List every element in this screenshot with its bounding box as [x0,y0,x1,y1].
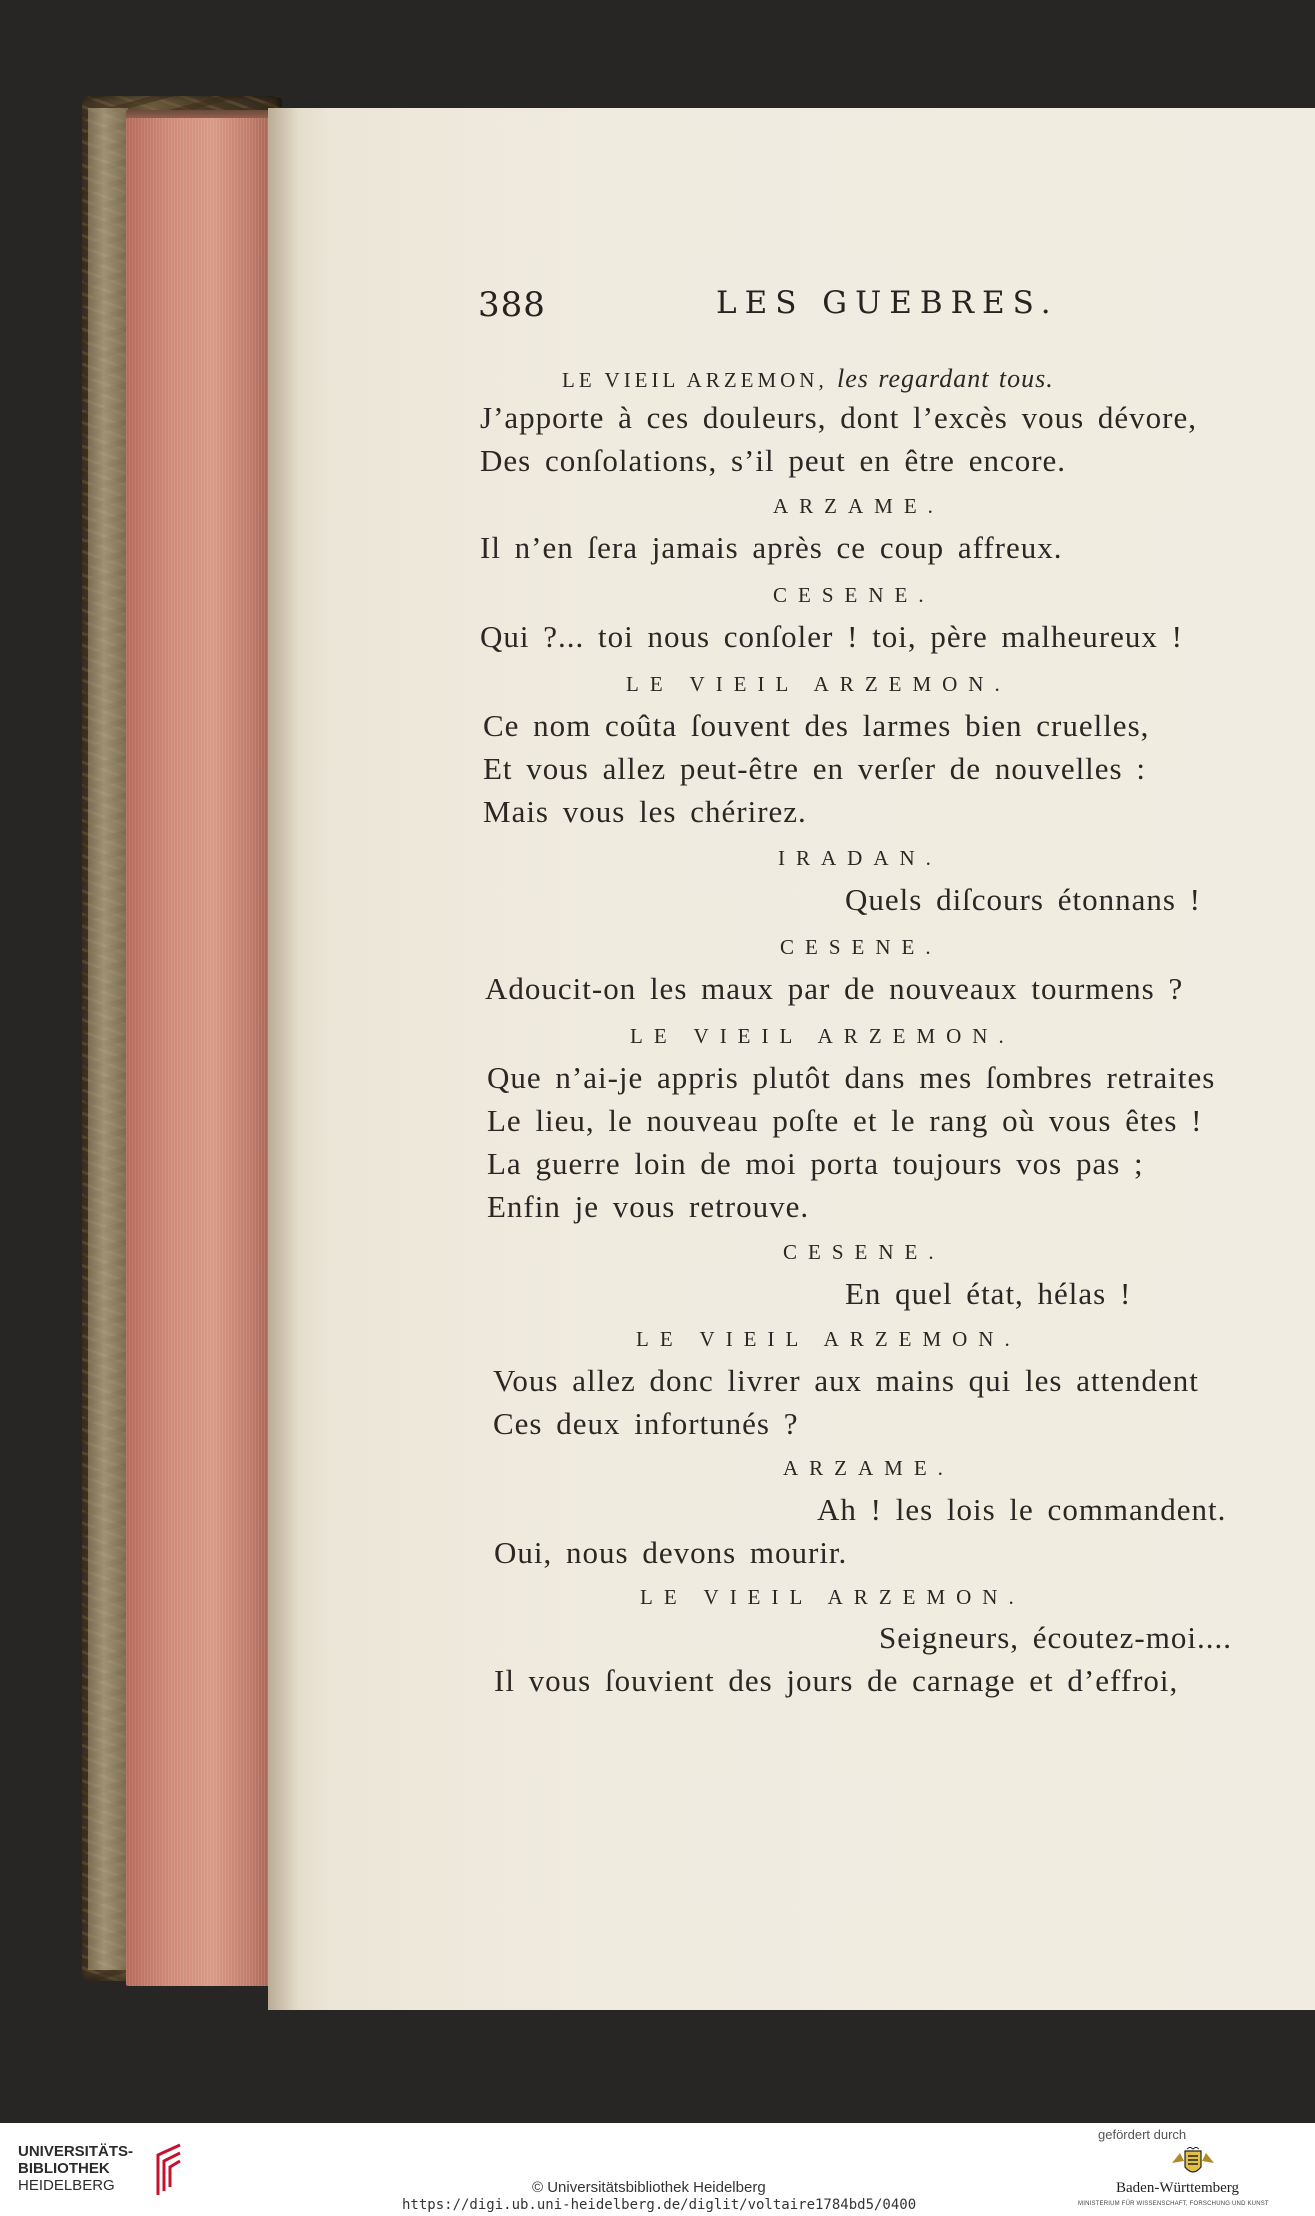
verse-line: Et vous allez peut-être en verſer de nouvelles : [483,751,1146,786]
verse-line: Que n’ai-je appris plutôt dans mes ſombres retraites [487,1060,1216,1095]
library-name-line3: HEIDELBERG [18,2177,115,2194]
funder-ministry: MINISTERIUM FÜR WISSENSCHAFT, FORSCHUNG UND KUNST [1078,2201,1269,2207]
library-name-line2: BIBLIOTHEK [18,2160,110,2177]
library-name-line1: UNIVERSITÄTS- [18,2143,134,2160]
stage-direction: les regardant tous. [836,364,1054,393]
verse-line: Enfin je vous retrouve. [487,1189,810,1224]
verse-line: Mais vous les chérirez. [483,794,807,829]
speaker-label: LE VIEIL ARZEMON. [630,1024,1015,1048]
page-number: 388 [478,285,546,325]
funded-by-label: gefördert durch [1098,2127,1187,2142]
verse-line: Des conſolations, s’il peut en être encore. [480,443,1067,478]
verse-line: Quels diſcours étonnans ! [845,882,1201,917]
library-emblem-icon [150,2141,184,2199]
copyright-notice: © Universitätsbibliothek Heidelberg [532,2179,766,2196]
verse-line: Ce nom coûta ſouvent des larmes bien cruelles, [483,708,1150,743]
speaker-label: LE VIEIL ARZEMON. [640,1585,1025,1609]
permalink[interactable]: https://digi.ub.uni-heidelberg.de/diglit/voltaire1784bd5/0400 [402,2197,917,2213]
verse-line: Il n’en ſera jamais après ce coup affreux. [480,530,1063,565]
red-fore-edge [126,118,270,1986]
verse-line: Seigneurs, écoutez-moi.... [879,1620,1232,1655]
verse-line: Vous allez donc livrer aux mains qui les attendent [493,1363,1199,1398]
verse-line: Qui ?... toi nous conſoler ! toi, père malheureux ! [480,619,1183,654]
verse-line: Adoucit-on les maux par de nouveaux tourmens ? [485,971,1184,1006]
speaker-label: CESENE. [773,583,935,607]
speaker-label: LE VIEIL ARZEMON. [626,672,1011,696]
speaker-label: CESENE. [783,1240,945,1264]
verse-line: En quel état, hélas ! [845,1276,1132,1311]
verse-line: La guerre loin de moi porta toujours vos pas ; [487,1146,1144,1181]
speaker-label: ARZAME. [773,494,944,518]
state-crest-icon [1170,2147,1216,2179]
verse-line: Ah ! les lois le commandent. [817,1492,1227,1527]
verse-line: Ces deux infortunés ? [493,1406,799,1441]
running-head: LES GUEBRES. [716,285,1059,321]
speaker-label: ARZAME. [783,1456,954,1480]
footer-bar [0,2123,1315,2216]
speaker-label [562,364,1054,394]
speaker-name: LE VIEIL ARZEMON, [562,368,828,392]
speaker-label: LE VIEIL ARZEMON. [636,1327,1021,1351]
funder-name: Baden-Württemberg [1116,2180,1240,2196]
library-logo[interactable] [18,2143,133,2194]
gutter-shadow [268,108,298,2010]
speaker-label: IRADAN. [778,846,942,870]
verse-line: Il vous ſouvient des jours de carnage et d’effroi, [494,1663,1179,1698]
speaker-label: CESENE. [780,935,942,959]
verse-line: J’apporte à ces douleurs, dont l’excès vous dévore, [480,400,1197,435]
verse-line: Le lieu, le nouveau poſte et le rang où vous êtes ! [487,1103,1203,1138]
verse-line: Oui, nous devons mourir. [494,1535,848,1570]
cover-board-edge [88,108,128,1970]
